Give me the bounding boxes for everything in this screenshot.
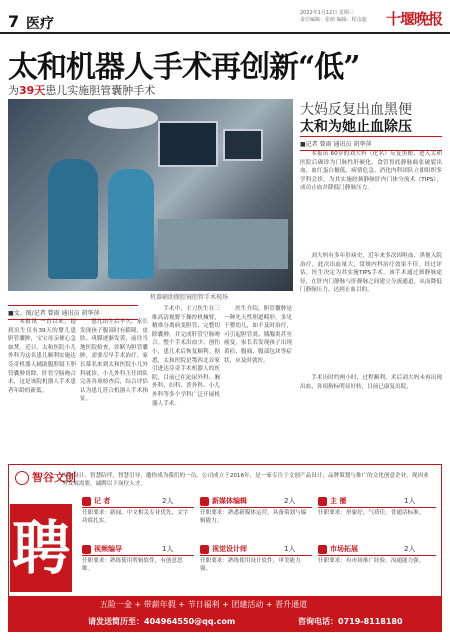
side-article-column	[300, 150, 442, 250]
article-column-2	[80, 318, 148, 458]
job-headcount: 2人	[404, 545, 416, 553]
briefcase-icon	[200, 497, 209, 506]
job-description: 任职要求：新闻、中文相关专业优先，文字功底扎实。	[82, 510, 189, 524]
surgical-lamp	[88, 107, 158, 129]
side-article-title-line2: 太和为她止血除压	[300, 119, 412, 135]
briefcase-icon	[82, 497, 91, 506]
photo-caption: 机器辅助腹腔镜胆管手术现场	[150, 294, 229, 301]
job-description: 任职要求：熟练使用剪辑软件，有创意思维。	[82, 558, 183, 572]
article-headline: 太和机器人手术再创新“低”	[8, 50, 360, 85]
palette-icon	[200, 545, 209, 554]
issue-date: 2022年1月12日 星期三	[300, 10, 354, 16]
article-paragraph: 本报讯 一直以来，提到出生仅有39天的婴儿患胆管囊肿，宝宝母亲便心急如焚。近日，太和医院小儿外科为这名患儿顺利实施达芬奇机器人辅助腹腔镜下胆管囊肿切除、肝管空肠吻合术，这是该院机器人手术患者年龄的新低。	[8, 319, 76, 394]
masthead-bar	[0, 0, 450, 34]
monitor-screen-secondary	[223, 129, 263, 161]
side-article-paragraph: 本报讯 60岁的刘大妈（化名）反复黑便、进入太和医院后确诊为门脉性肝硬化、食管胃底静脉曲张破裂出血，血红蛋白极低，病情危急。消化内科团队立即组织多学科会诊，为其实施经颈静脉肝内门体分流术（TIPS），成功止血并降低门静脉压力。	[300, 151, 442, 192]
side-article-byline: ■记者 曾雨 通讯员 胡华萍	[300, 136, 442, 151]
job-listing	[200, 496, 312, 536]
job-listing	[82, 544, 194, 584]
side-article-paragraph: 刘大妈有多年肝病史，近年来多次因呕血、黑便入院治疗，此次出血量大，常规内科治疗效果不佳。经过评估，医生决定为其实施TIPS手术。该手术通过颈静脉途径，在肝内门静脉与肝静脉之间建立分流通道，从而降低门静脉压力，达到止血目的。	[300, 253, 442, 294]
chart-icon	[318, 545, 327, 554]
subhead-suffix: 患儿实施胆管囊肿手术	[45, 84, 156, 97]
article-column-3	[152, 305, 220, 458]
section-number: 7	[8, 12, 20, 31]
job-description: 任职要求：有市场推广经验，沟通能力强。	[318, 558, 425, 564]
job-title: 市场拓展	[318, 544, 358, 556]
surgery-photo	[8, 99, 293, 291]
job-headcount: 1人	[404, 497, 416, 505]
job-title: 视觉设计师	[200, 544, 247, 556]
subhead-prefix: 为	[8, 84, 19, 97]
job-headcount: 2人	[284, 497, 296, 505]
section-name: 医疗	[26, 16, 54, 32]
article-column-4	[224, 305, 292, 458]
job-title: 记 者	[82, 496, 110, 508]
article-paragraph: 医生介绍，胆管囊肿是一种先天性胆道畸形，多见于婴幼儿，如不及时治疗，可引起胆管炎、胰腺炎甚至癌变。家长若发现孩子出现黄疸、腹痛、腹部包块等症状，应及时就医。	[224, 306, 292, 364]
divider	[82, 507, 194, 508]
surgeon-figure	[108, 169, 154, 279]
side-article-paragraph: 手术历时约两小时，过程顺利。术后刘大妈未再出现出血，各项指标明显好转，目前已康复出院。	[300, 375, 442, 390]
article-column-1	[8, 318, 76, 458]
job-headcount: 1人	[284, 545, 296, 553]
company-name: 智谷文创	[32, 471, 76, 484]
job-headcount: 2人	[162, 497, 174, 505]
job-description: 任职要求：熟练使用设计软件，审美能力强。	[200, 558, 301, 572]
video-icon	[82, 545, 91, 554]
seal-icon	[15, 471, 29, 485]
subhead-emphasis: 39天	[19, 84, 46, 97]
job-title: 主 播	[318, 496, 346, 508]
article-byline: ■文、图/记者 曾雨 通讯员 胡华萍	[8, 305, 138, 320]
date-line	[300, 10, 367, 24]
contact-phone: 咨询电话：0719-8118180	[298, 617, 403, 626]
article-subhead	[8, 82, 155, 98]
divider	[200, 507, 312, 508]
article-paragraph: 患儿出生后不久，家长发现孩子腹部时有膨隆，皮肤、巩膜逐渐发黄，前往当地医院检查，诊断为胆管囊肿，需要尽早手术治疗。家长慕名来到太和医院小儿外科就诊。小儿外科主任团队完善各项检查后，综合评估认为患儿符合机器人手术指征。	[80, 319, 148, 403]
surgeon-figure	[48, 159, 98, 279]
job-description: 任职要求：形象好，气质佳，普通话标准。	[318, 510, 425, 516]
side-article-column	[300, 374, 442, 458]
article-paragraph: 手术中，主刀医生在三维高清视野下操控机械臂，精准分离病变胆管，完整切除囊肿，并完成肝管空肠吻合。整个手术出血少、创伤小，患儿术后恢复顺利。据悉，太和医院是鄂西北首家引进达芬奇手术机器人的医院，目前已在泌尿外科、胸外科、妇科、普外科、小儿外科等多个学科广泛开展机器人手术。	[152, 306, 220, 407]
monitor-screen	[158, 121, 218, 167]
job-title: 视频编导	[82, 544, 122, 556]
job-headcount: 1人	[162, 545, 174, 553]
ad-footer	[8, 596, 442, 632]
job-listing	[318, 496, 436, 536]
recruit-character: 聘	[10, 504, 72, 592]
side-article-column	[300, 252, 442, 372]
divider	[318, 507, 436, 508]
resume-email: 请发送简历至：404964550@qq.com	[88, 617, 236, 626]
divider	[318, 555, 436, 556]
briefcase-icon	[318, 497, 327, 506]
job-listing	[318, 544, 436, 584]
benefits-line: 五险一金 + 带薪年假 + 节日福利 + 团建活动 + 晋升通道	[100, 600, 308, 609]
operating-table	[158, 219, 288, 269]
job-description: 任职要求：熟悉新媒体运营，具备策划与编辑能力。	[200, 510, 307, 524]
divider	[200, 555, 312, 556]
editor-line: 责任编辑：张萌 编辑：程彦超	[300, 17, 367, 23]
job-title: 新媒体编辑	[200, 496, 247, 508]
job-listing	[200, 544, 312, 584]
side-article-title-line1: 大妈反复出血黑便	[300, 102, 412, 118]
newspaper-logo: 十堰晚报	[386, 10, 443, 28]
ad-intro: 因心设计，智慧陪伴，智慧引导，邀你成为我们的一员。公司成立于2016年，是一家专注于文创产品设计、品牌策划与推广的文化创意企业，现因业务发展需要，诚聘以下岗位人才。	[62, 473, 429, 487]
job-listing	[82, 496, 194, 536]
divider	[82, 555, 194, 556]
